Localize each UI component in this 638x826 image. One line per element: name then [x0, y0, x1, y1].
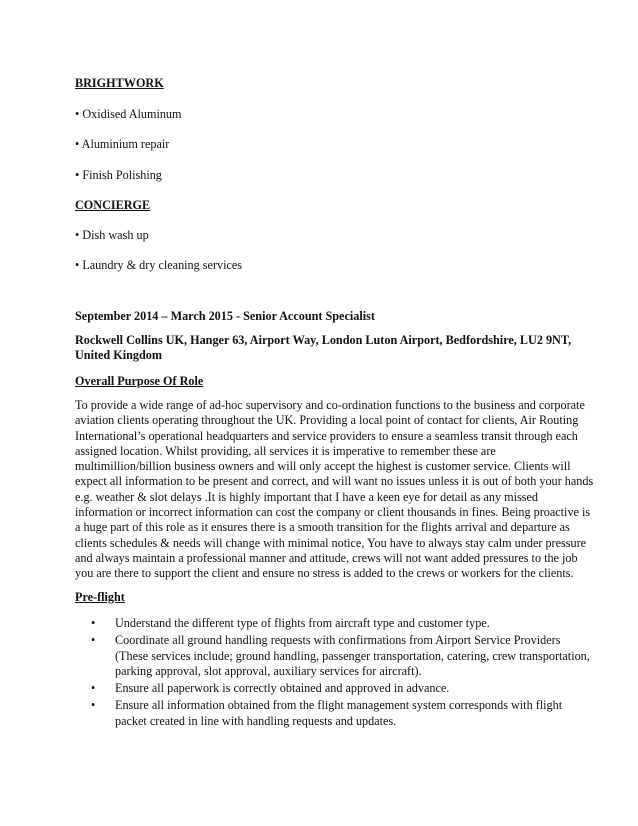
- paragraph-line: clients schedules & needs will change with minimal notice, You have to always stay calm under pressure: [75, 535, 587, 550]
- job-company-address: Rockwell Collins UK, Hanger 63, Airport Way, London Luton Airport, Bedfordshire, LU2 9NT,: [75, 333, 572, 347]
- list-item-text: (These services include; ground handling, passenger transportation, catering, crew transportation,: [115, 648, 590, 663]
- list-item-text: Understand the different type of flights from aircraft type and customer type.: [115, 616, 490, 630]
- paragraph-line: e.g. weather & slot delays .It is highly important that I have a keen eye for detail as any missed: [75, 489, 538, 504]
- list-item: [75, 698, 575, 729]
- paragraph-line: International’s operational headquarters and service providers to ensure a seamless transit through each: [75, 428, 578, 443]
- bullet-glyph: •: [91, 698, 96, 713]
- concierge-item: • Dish wash up: [75, 228, 149, 242]
- list-item-text: parking approval, slot approval, auxiliary services for aircraft).: [115, 663, 422, 678]
- list-item-text: Ensure all paperwork is correctly obtained and approved in advance.: [115, 681, 450, 696]
- paragraph-line: multimillion/billion business owners and will only accept the highest is customer service. Clients will: [75, 459, 571, 474]
- brightwork-item: • Oxidised Aluminum: [75, 107, 182, 121]
- overall-purpose-heading: Overall Purpose Of Role: [75, 374, 204, 388]
- paragraph-line: assigned location. Whilst providing, all services it is imperative to remember these are: [75, 443, 496, 458]
- list-item-text: Coordinate all ground handling requests with confirmations from Airport Service Providers: [115, 633, 561, 648]
- concierge-item: • Laundry & dry cleaning services: [75, 258, 243, 272]
- paragraph-line: information or incorrect information can cost the company or client thousands in fines. Being proactive is: [75, 505, 591, 520]
- preflight-heading: Pre-flight: [75, 590, 125, 604]
- list-item-text: Ensure all information obtained from the flight management system corresponds with flight: [115, 698, 563, 713]
- paragraph-line: expect all information to be present and correct, and will want no issues unless it is out of both your hands: [75, 474, 594, 489]
- job-dates-title: September 2014 – March 2015 - Senior Account Specialist: [75, 309, 375, 323]
- bullet-glyph: •: [91, 616, 96, 630]
- overall-purpose-paragraph: [75, 398, 594, 582]
- paragraph-line: aviation clients operating throughout the UK. Providing a local point of contact for clients, Air Routing: [75, 413, 579, 428]
- brightwork-heading: BRIGHTWORK: [75, 76, 164, 90]
- list-item-text: packet created in line with handling requests and updates.: [115, 713, 397, 728]
- list-item: [75, 633, 590, 679]
- bullet-glyph: •: [91, 633, 96, 648]
- list-item: [75, 616, 575, 631]
- paragraph-line: To provide a wide range of ad-hoc supervisory and co-ordination functions to the business and corporate: [75, 398, 585, 412]
- job-company-address-cont: United Kingdom: [75, 348, 163, 362]
- paragraph-line: and always maintain a professional manner and attitude, crews will not want added pressures to the job: [75, 550, 578, 565]
- brightwork-item: • Finish Polishing: [75, 168, 162, 182]
- paragraph-line: you are there to support the client and ensure no stress is added to the crews or workers for the clients.: [75, 566, 574, 581]
- concierge-heading: CONCIERGE: [75, 198, 151, 212]
- preflight-list: [75, 616, 590, 731]
- bullet-glyph: •: [91, 681, 96, 696]
- brightwork-item: • Aluminium repair: [75, 137, 170, 151]
- paragraph-line: a huge part of this role as it ensures there is a smooth transition for the flights arrival and departure as: [75, 520, 570, 535]
- list-item: [75, 681, 575, 696]
